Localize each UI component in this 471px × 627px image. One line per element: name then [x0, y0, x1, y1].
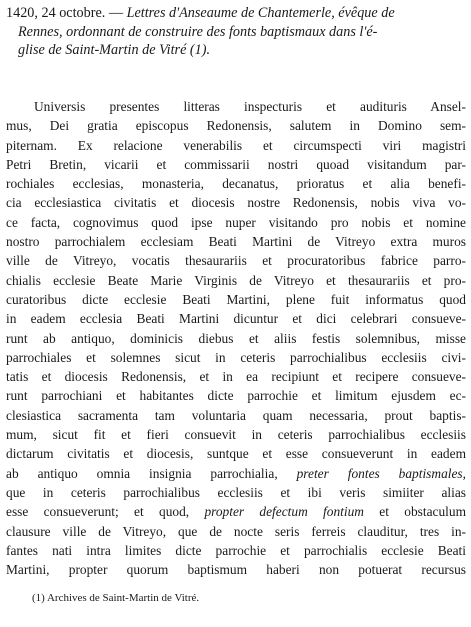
body-line-text: , [462, 465, 466, 481]
body-line-italic-phrase [6, 502, 466, 521]
heading-date: 1420, 24 octobre. — [6, 5, 127, 21]
body-line: mus, Dei gratia episcopus Redonensis, salutem in Domino sem- [6, 118, 466, 134]
body-line: ville de Vitreyo, vocatis thesaurariis et procuratoribus fabrice parro- [6, 253, 466, 269]
document-body [6, 97, 466, 579]
body-line: rochiales ecclesias, monasteria, decanatus, prioratus et alia benefi- [6, 176, 466, 192]
body-line: parrochiales et solemnes sicut in ceteris parrochialibus ecclesiis civi- [6, 349, 466, 365]
italic-phrase-fonts: preter fontes baptismales [296, 465, 463, 481]
body-line: runt parrochiani et habitantes dicte parrochie et limitum ejusdem ec- [6, 388, 466, 404]
body-line: fantes nati intra limites dicte parrochie et parrochialis ecclesie Beati [6, 542, 466, 558]
body-line: Universis presentes litteras inspecturis et audituris Ansel- [34, 99, 466, 114]
body-line-text: et obstaculum [363, 504, 466, 520]
body-line: chialis ecclesie Beate Marie Virginis de Vitreyo et thesaurariis et pro- [6, 272, 466, 288]
body-line: runt ab antiquo, dominicis diebus et aliis festis solemnibus, misse [6, 330, 466, 346]
body-line-italic-phrase [6, 464, 466, 483]
document-heading [6, 4, 464, 60]
body-line: mum, sicut fit et fieri consuevit in ceteris parrochialibus ecclesiis [6, 427, 466, 443]
body-line: cia ecclesiastica civitatis et diocesis nostre Redonensis, nobis viva vo- [6, 195, 466, 211]
heading-title-part-1: Lettres d'Anseaume de Chantemerle, évêque de [126, 5, 395, 21]
italic-phrase-defectum: propter defectum fontium [204, 504, 364, 520]
body-line: que in ceteris parrochialibus ecclesiis et ibi veris simiiter alias [6, 484, 466, 500]
body-line: nostro parrochialem ecclesiam Beati Martini de Vitreyo extra muros [6, 234, 466, 250]
body-line: clausure ville de Vitreyo, que de nocte seris ferreis clauditur, tres in- [6, 523, 466, 539]
body-line: Petri Bretin, vicarii et commissarii nostri quoad visitandum par- [6, 156, 466, 172]
heading-line-2: Rennes, ordonnant de construire des fonts baptismaux dans l'é- [18, 23, 378, 40]
body-line: ce facta, cognovimus quod ipse nuper visitando pro nobis et nomine [6, 214, 466, 230]
body-line-text: ab antiquo omnia insignia parrochialia, [6, 465, 297, 481]
body-line: Martini, propter quorum baptismum haberi non potuerat recursus [6, 562, 466, 578]
footnote: (1) Archives de Saint-Martin de Vitré. [32, 592, 200, 604]
body-line-text: esse consueverunt; et quod, [6, 504, 205, 520]
body-line: piternam. Ex relacione venerabilis et circumspecti viri magistri [6, 137, 466, 153]
body-line: dictarum civitatis et diocesis, suntque et esse consueverunt in eadem [6, 446, 466, 462]
body-line: tatis et diocesis Redonensis, et in ea recipiunt et recipere consueve- [6, 369, 466, 385]
body-line: clesiastica sacramenta tam voluntaria quam necessaria, prout baptis- [6, 407, 466, 423]
heading-line-3: glise de Saint-Martin de Vitré (1). [18, 42, 211, 58]
body-line: curatoribus dicte ecclesie Beati Martini, plene fuit informatus quod [6, 291, 466, 307]
body-line: in eadem ecclesia Beati Martini dicuntur et dici celebrari consueve- [6, 311, 466, 327]
heading-line-1 [6, 4, 464, 23]
